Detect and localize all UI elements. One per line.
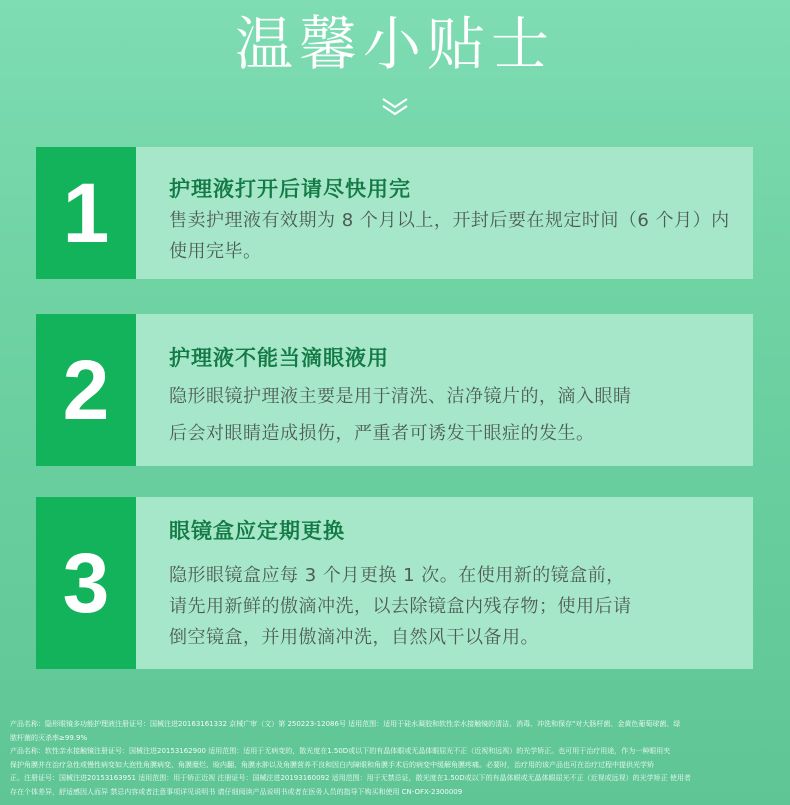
tip-card-1: [36, 147, 753, 279]
tip-title: 护理液不能当滴眼液用: [169, 346, 389, 370]
tip-number-box: [36, 314, 136, 466]
tip-title: 护理液打开后请尽快用完: [169, 177, 411, 201]
fine-print-line: 脓杆菌的灭杀率≥99.9%: [10, 733, 88, 742]
fine-print-line: 产品名称：软性亲水接触镜注册证号：国械注进20153162900 适用范围：适用于无病变的，散光度在1.50D或以下的有晶体眼或无晶体眼屈光不正（近视和远视）的光学矫正。也可用于治疗用途，作为一种眼用夹: [10, 747, 671, 755]
tip-body-line: 后会对眼睛造成损伤，严重者可诱发干眼症的发生。: [169, 423, 595, 444]
tip-title: 眼镜盒应定期更换: [169, 519, 345, 543]
fine-print-line: 存在个体差异，舒适感因人而异 禁忌内容或者注意事项详见说明书 请仔细阅读产品说明书或者在医务人员的指导下购买和使用 CN-OFX-2300009: [10, 787, 463, 796]
tip-body-line: 隐形眼镜护理液主要是用于清洗、洁净镜片的，滴入眼睛: [169, 386, 632, 407]
tip-body-line: 售卖护理液有效期为 8 个月以上，开封后要在规定时间（6 个月）内: [169, 210, 730, 231]
tip-number: 2: [62, 343, 110, 437]
tip-body-line: 请先用新鲜的傲滴冲洗，以去除镜盒内残存物；使用后请: [169, 596, 632, 617]
page-title: 温馨小贴士: [234, 10, 555, 78]
fine-print-line: 正。注册证号：国械注进20153163951 适用范围：用于矫正近视 注册证号：国械注进20193160092 适用范围：用于无禁忌证，散光度在1.50D或以下的有晶体眼或无晶体眼屈光不正（近视或远视）的光学矫正 使用者: [10, 774, 691, 782]
double-chevron-down-icon: [381, 96, 409, 116]
tip-card-2: [36, 314, 753, 466]
tip-body-line: 使用完毕。: [169, 241, 262, 262]
tip-body-line: 隐形眼镜盒应每 3 个月更换 1 次。在使用新的镜盒前，: [169, 565, 625, 586]
fine-print-line: 保护角膜并在治疗急性或慢性病变如大泡性角膜病变、角膜糜烂、睑内翻、角膜水肿以及角膜营养不良和因白内障眼和角膜手术后的病变中缓解角膜疼痛。必要时，治疗用的该产品也可在治疗过程中提供光学矫: [10, 760, 654, 769]
tip-number-box: [36, 497, 136, 669]
fine-print-line: 产品名称：隐形眼镜多功能护理液注册证号：国械注进20163161332 京械广审（文）第 250223-12086号 适用范围：适用于硅水凝胶和软性亲水接触镜的清洁、消毒、冲洗和保存"对大肠杆菌、金黄色葡萄球菌、绿: [10, 720, 681, 728]
tip-body: [169, 560, 735, 653]
tip-number-box: [36, 147, 136, 279]
tip-card-3: [36, 497, 753, 669]
tip-number: 1: [62, 166, 110, 260]
tip-body: [169, 381, 735, 449]
tip-number: 3: [62, 536, 110, 630]
tip-body: [169, 205, 735, 267]
tip-body-line: 倒空镜盒，并用傲滴冲洗，自然风干以备用。: [169, 627, 539, 648]
fine-print: [10, 718, 785, 799]
